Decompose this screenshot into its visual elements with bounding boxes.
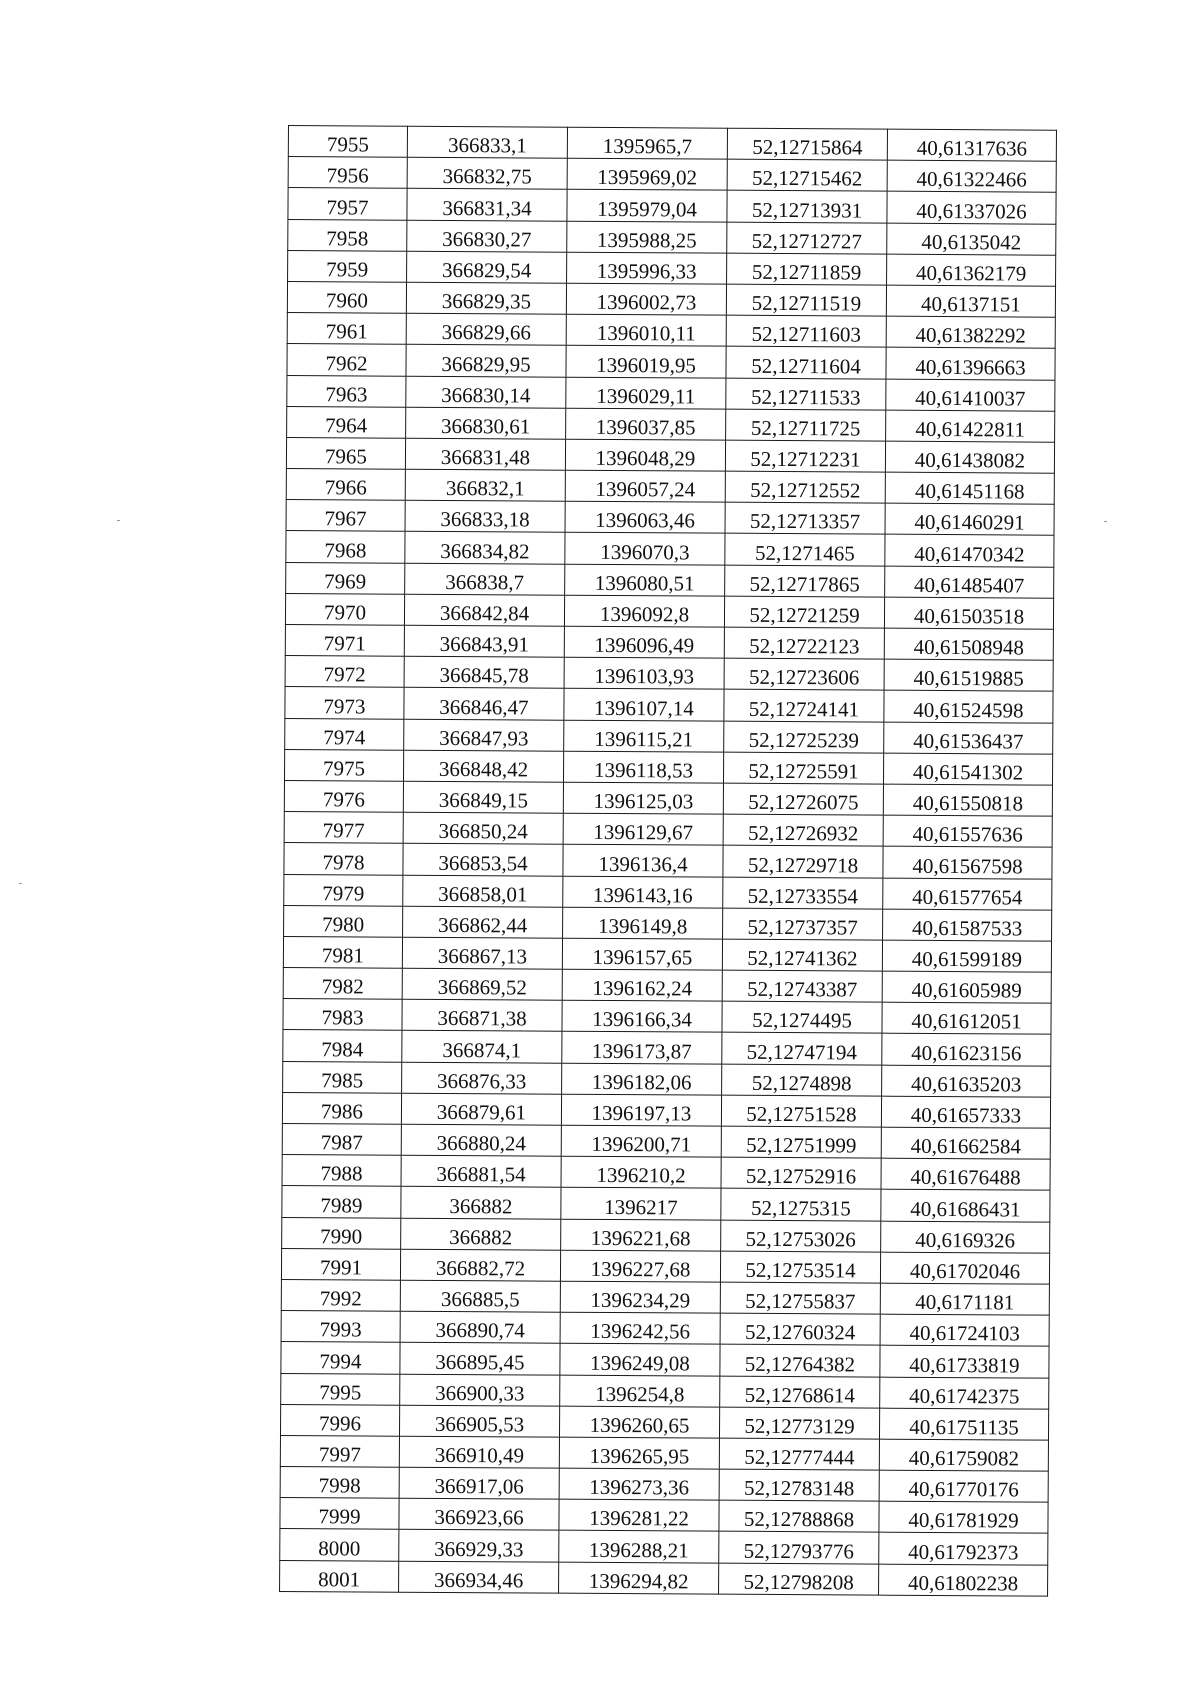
longitude-cell: 40,61676488 (881, 1158, 1050, 1190)
table-row (284, 905, 1052, 941)
y-coordinate-cell: 1396234,29 (560, 1281, 720, 1313)
y-coordinate-cell: 1395969,02 (567, 158, 727, 190)
latitude-cell: 52,12726075 (723, 783, 883, 815)
longitude-cell: 40,61541302 (883, 753, 1052, 785)
longitude-cell: 40,61317636 (887, 129, 1056, 161)
longitude-cell: 40,61657333 (881, 1096, 1050, 1128)
longitude-cell: 40,61733819 (880, 1345, 1049, 1377)
longitude-cell: 40,61802238 (879, 1564, 1048, 1596)
longitude-cell: 40,61451168 (885, 472, 1054, 504)
point-number-cell: 7986 (282, 1092, 401, 1124)
point-number-cell: 7970 (285, 593, 404, 625)
longitude-cell: 40,61742375 (880, 1377, 1049, 1409)
y-coordinate-cell: 1396149,8 (563, 907, 723, 939)
longitude-cell: 40,61322466 (887, 160, 1056, 192)
x-coordinate-cell: 366830,61 (406, 407, 566, 439)
y-coordinate-cell: 1396254,8 (560, 1375, 720, 1407)
table-row (281, 1342, 1049, 1378)
x-coordinate-cell: 366871,38 (402, 999, 562, 1031)
y-coordinate-cell: 1396092,8 (564, 595, 724, 627)
latitude-cell: 52,12713931 (727, 191, 887, 223)
x-coordinate-cell: 366829,35 (406, 282, 566, 314)
point-number-cell: 7984 (283, 1030, 402, 1062)
y-coordinate-cell: 1396217 (561, 1188, 721, 1220)
longitude-cell: 40,6171181 (880, 1283, 1049, 1315)
x-coordinate-cell: 366831,34 (407, 189, 567, 221)
longitude-cell: 40,6135042 (887, 223, 1056, 255)
longitude-cell: 40,61470342 (885, 535, 1054, 567)
point-number-cell: 7989 (282, 1186, 401, 1218)
table-row (282, 1092, 1050, 1128)
point-number-cell: 8001 (280, 1560, 399, 1592)
y-coordinate-cell: 1396070,3 (565, 533, 725, 565)
x-coordinate-cell: 366834,82 (405, 532, 565, 564)
x-coordinate-cell: 366845,78 (404, 656, 564, 688)
x-coordinate-cell: 366838,7 (405, 563, 565, 595)
x-coordinate-cell: 366879,61 (401, 1093, 561, 1125)
table-row (285, 593, 1053, 629)
x-coordinate-cell: 366830,14 (406, 376, 566, 408)
y-coordinate-cell: 1396173,87 (562, 1032, 722, 1064)
y-coordinate-cell: 1396182,06 (562, 1063, 722, 1095)
y-coordinate-cell: 1396136,4 (563, 845, 723, 877)
latitude-cell: 52,1274898 (722, 1064, 882, 1096)
y-coordinate-cell: 1396221,68 (561, 1219, 721, 1251)
point-number-cell: 7982 (283, 968, 402, 1000)
longitude-cell: 40,61599189 (882, 940, 1051, 972)
y-coordinate-cell: 1396103,93 (564, 657, 724, 689)
latitude-cell: 52,12729718 (723, 845, 883, 877)
point-number-cell: 7988 (282, 1155, 401, 1187)
table-row (286, 562, 1054, 598)
point-number-cell: 7973 (285, 687, 404, 719)
latitude-cell: 52,1274495 (722, 1001, 882, 1033)
longitude-cell: 40,61759082 (879, 1439, 1048, 1471)
y-coordinate-cell: 1396096,49 (564, 626, 724, 658)
y-coordinate-cell: 1396010,11 (566, 314, 726, 346)
x-coordinate-cell: 366882,72 (400, 1249, 560, 1281)
latitude-cell: 52,12793776 (719, 1532, 879, 1564)
point-number-cell: 7995 (281, 1373, 400, 1405)
latitude-cell: 52,1271465 (725, 534, 885, 566)
y-coordinate-cell: 1396294,82 (559, 1562, 719, 1594)
point-number-cell: 7985 (283, 1061, 402, 1093)
table-row (282, 1155, 1050, 1191)
latitude-cell: 52,12715864 (727, 128, 887, 160)
table-row (280, 1498, 1048, 1534)
latitude-cell: 52,12753026 (721, 1220, 881, 1252)
latitude-cell: 52,12737357 (723, 908, 883, 940)
point-number-cell: 8000 (280, 1529, 399, 1561)
longitude-cell: 40,61422811 (886, 410, 1055, 442)
y-coordinate-cell: 1395965,7 (567, 127, 727, 159)
latitude-cell: 52,12747194 (722, 1033, 882, 1065)
table-row (280, 1435, 1048, 1471)
latitude-cell: 52,12724141 (724, 690, 884, 722)
point-number-cell: 7976 (284, 780, 403, 812)
y-coordinate-cell: 1395979,04 (567, 190, 727, 222)
point-number-cell: 7977 (284, 812, 403, 844)
latitude-cell: 52,12751999 (721, 1126, 881, 1158)
y-coordinate-cell: 1396162,24 (562, 969, 722, 1001)
x-coordinate-cell: 366885,5 (400, 1280, 560, 1312)
x-coordinate-cell: 366917,06 (399, 1467, 559, 1499)
longitude-cell: 40,61686431 (881, 1190, 1050, 1222)
table-row (283, 1061, 1051, 1097)
latitude-cell: 52,12713357 (725, 502, 885, 534)
longitude-cell: 40,61635203 (882, 1065, 1051, 1097)
table-row (288, 126, 1056, 162)
longitude-cell: 40,61396663 (886, 347, 1055, 379)
x-coordinate-cell: 366846,47 (404, 688, 564, 720)
y-coordinate-cell: 1396281,22 (559, 1499, 719, 1531)
longitude-cell: 40,61524598 (884, 691, 1053, 723)
table-row (283, 999, 1051, 1035)
table-row (286, 531, 1054, 567)
table-row (283, 936, 1051, 972)
latitude-cell: 52,12723606 (724, 658, 884, 690)
latitude-cell: 52,12722123 (724, 627, 884, 659)
table-row (285, 718, 1053, 754)
y-coordinate-cell: 1395988,25 (567, 221, 727, 253)
latitude-cell: 52,12725239 (724, 721, 884, 753)
latitude-cell: 52,12711604 (726, 346, 886, 378)
latitude-cell: 52,12768614 (720, 1376, 880, 1408)
x-coordinate-cell: 366929,33 (399, 1530, 559, 1562)
x-coordinate-cell: 366829,54 (407, 251, 567, 283)
y-coordinate-cell: 1396166,34 (562, 1000, 722, 1032)
table-row (287, 344, 1055, 380)
point-number-cell: 7964 (287, 406, 406, 438)
longitude-cell: 40,61485407 (885, 566, 1054, 598)
x-coordinate-cell: 366842,84 (404, 594, 564, 626)
x-coordinate-cell: 366853,54 (403, 844, 563, 876)
longitude-cell: 40,61587533 (883, 909, 1052, 941)
table-row (284, 874, 1052, 910)
x-coordinate-cell: 366849,15 (403, 781, 563, 813)
x-coordinate-cell: 366890,74 (400, 1311, 560, 1343)
latitude-cell: 52,12743387 (722, 970, 882, 1002)
longitude-cell: 40,61567598 (883, 846, 1052, 878)
longitude-cell: 40,61410037 (886, 379, 1055, 411)
point-number-cell: 7963 (287, 375, 406, 407)
latitude-cell: 52,12755837 (720, 1282, 880, 1314)
point-number-cell: 7966 (286, 469, 405, 501)
longitude-cell: 40,61508948 (884, 628, 1053, 660)
y-coordinate-cell: 1396063,46 (565, 501, 725, 533)
latitude-cell: 52,12753514 (720, 1251, 880, 1283)
y-coordinate-cell: 1396002,73 (566, 283, 726, 315)
y-coordinate-cell: 1396242,56 (560, 1312, 720, 1344)
longitude-cell: 40,61362179 (887, 254, 1056, 286)
point-number-cell: 7974 (285, 718, 404, 750)
latitude-cell: 52,12726932 (723, 814, 883, 846)
latitude-cell: 52,12712727 (727, 222, 887, 254)
longitude-cell: 40,61770176 (879, 1470, 1048, 1502)
point-number-cell: 7997 (280, 1435, 399, 1467)
longitude-cell: 40,61577654 (883, 878, 1052, 910)
y-coordinate-cell: 1396143,16 (563, 876, 723, 908)
table-row (284, 749, 1052, 785)
latitude-cell: 52,12711533 (726, 378, 886, 410)
table-row (287, 375, 1055, 411)
point-number-cell: 7983 (283, 999, 402, 1031)
y-coordinate-cell: 1396125,03 (563, 782, 723, 814)
table-row (288, 188, 1056, 224)
table-row (288, 250, 1056, 286)
y-coordinate-cell: 1396048,29 (565, 439, 725, 471)
table-row (286, 469, 1054, 505)
latitude-cell: 52,12717865 (725, 565, 885, 597)
latitude-cell: 52,12712552 (725, 471, 885, 503)
x-coordinate-cell: 366876,33 (402, 1062, 562, 1094)
x-coordinate-cell: 366850,24 (403, 812, 563, 844)
point-number-cell: 7980 (284, 905, 403, 937)
latitude-cell: 52,12764382 (720, 1344, 880, 1376)
latitude-cell: 52,12711725 (726, 409, 886, 441)
point-number-cell: 7993 (281, 1311, 400, 1343)
latitude-cell: 52,12741362 (722, 939, 882, 971)
latitude-cell: 52,12751528 (721, 1095, 881, 1127)
x-coordinate-cell: 366882 (401, 1218, 561, 1250)
x-coordinate-cell: 366869,52 (402, 968, 562, 1000)
y-coordinate-cell: 1395996,33 (567, 252, 727, 284)
point-number-cell: 7979 (284, 874, 403, 906)
x-coordinate-cell: 366847,93 (404, 719, 564, 751)
point-number-cell: 7957 (288, 188, 407, 220)
latitude-cell: 52,1275315 (721, 1189, 881, 1221)
x-coordinate-cell: 366934,46 (399, 1561, 559, 1593)
x-coordinate-cell: 366880,24 (401, 1124, 561, 1156)
x-coordinate-cell: 366829,95 (406, 345, 566, 377)
point-number-cell: 7978 (284, 843, 403, 875)
longitude-cell: 40,61557636 (883, 815, 1052, 847)
table-row (283, 968, 1051, 1004)
y-coordinate-cell: 1396197,13 (561, 1094, 721, 1126)
x-coordinate-cell: 366833,18 (405, 500, 565, 532)
longitude-cell: 40,61612051 (882, 1002, 1051, 1034)
x-coordinate-cell: 366858,01 (403, 875, 563, 907)
y-coordinate-cell: 1396288,21 (559, 1531, 719, 1563)
y-coordinate-cell: 1396249,08 (560, 1343, 720, 1375)
point-number-cell: 7972 (285, 656, 404, 688)
point-number-cell: 7969 (286, 562, 405, 594)
y-coordinate-cell: 1396080,51 (565, 564, 725, 596)
point-number-cell: 7958 (288, 219, 407, 251)
longitude-cell: 40,61792373 (879, 1533, 1048, 1565)
table-row (287, 281, 1055, 317)
latitude-cell: 52,12798208 (719, 1563, 879, 1595)
longitude-cell: 40,61662584 (881, 1127, 1050, 1159)
y-coordinate-cell: 1396273,36 (559, 1468, 719, 1500)
scan-speck (19, 883, 22, 884)
table-row (284, 780, 1052, 816)
point-number-cell: 7962 (287, 344, 406, 376)
x-coordinate-cell: 366832,75 (407, 157, 567, 189)
y-coordinate-cell: 1396019,95 (566, 346, 726, 378)
point-number-cell: 7961 (287, 313, 406, 345)
y-coordinate-cell: 1396210,2 (561, 1156, 721, 1188)
point-number-cell: 7971 (285, 624, 404, 656)
table-row (282, 1123, 1050, 1159)
table-row (288, 157, 1056, 193)
table-row (285, 656, 1053, 692)
point-number-cell: 7968 (286, 531, 405, 563)
x-coordinate-cell: 366910,49 (399, 1436, 559, 1468)
x-coordinate-cell: 366881,54 (401, 1155, 561, 1187)
point-number-cell: 7959 (288, 250, 407, 282)
x-coordinate-cell: 366923,66 (399, 1498, 559, 1530)
longitude-cell: 40,61724103 (880, 1314, 1049, 1346)
x-coordinate-cell: 366843,91 (404, 625, 564, 657)
longitude-cell: 40,61605989 (882, 971, 1051, 1003)
x-coordinate-cell: 366882 (401, 1187, 561, 1219)
latitude-cell: 52,12733554 (723, 877, 883, 909)
table-row (286, 437, 1054, 473)
point-number-cell: 7967 (286, 500, 405, 532)
table-row (286, 500, 1054, 536)
table-row (281, 1279, 1049, 1315)
table-row (288, 219, 1056, 255)
x-coordinate-cell: 366905,53 (399, 1405, 559, 1437)
point-number-cell: 7994 (281, 1342, 400, 1374)
y-coordinate-cell: 1396260,65 (559, 1406, 719, 1438)
x-coordinate-cell: 366874,1 (402, 1031, 562, 1063)
point-number-cell: 7996 (280, 1404, 399, 1436)
x-coordinate-cell: 366862,44 (403, 906, 563, 938)
latitude-cell: 52,12711859 (727, 253, 887, 285)
point-number-cell: 7999 (280, 1498, 399, 1530)
point-number-cell: 7992 (281, 1279, 400, 1311)
table-row (285, 687, 1053, 723)
y-coordinate-cell: 1396115,21 (564, 720, 724, 752)
coordinates-table-body (280, 126, 1057, 1596)
y-coordinate-cell: 1396157,65 (562, 938, 722, 970)
y-coordinate-cell: 1396037,85 (566, 408, 726, 440)
latitude-cell: 52,12721259 (724, 596, 884, 628)
coordinates-table (279, 125, 1057, 1596)
x-coordinate-cell: 366848,42 (403, 750, 563, 782)
longitude-cell: 40,61438082 (885, 441, 1054, 473)
table-row (281, 1373, 1049, 1409)
x-coordinate-cell: 366831,48 (405, 438, 565, 470)
latitude-cell: 52,12788868 (719, 1500, 879, 1532)
longitude-cell: 40,61751135 (879, 1408, 1048, 1440)
table-row (280, 1404, 1048, 1440)
point-number-cell: 7990 (282, 1217, 401, 1249)
longitude-cell: 40,6137151 (886, 285, 1055, 317)
latitude-cell: 52,12777444 (719, 1438, 879, 1470)
table-row (283, 1030, 1051, 1066)
y-coordinate-cell: 1396057,24 (565, 470, 725, 502)
latitude-cell: 52,12773129 (719, 1407, 879, 1439)
point-number-cell: 7960 (287, 281, 406, 313)
longitude-cell: 40,61503518 (884, 597, 1053, 629)
table-row (281, 1311, 1049, 1347)
y-coordinate-cell: 1396129,67 (563, 813, 723, 845)
latitude-cell: 52,12715462 (727, 159, 887, 191)
x-coordinate-cell: 366829,66 (406, 313, 566, 345)
longitude-cell: 40,61460291 (885, 503, 1054, 535)
table-row (285, 624, 1053, 660)
table-row (284, 812, 1052, 848)
point-number-cell: 7956 (288, 157, 407, 189)
table-row (287, 406, 1055, 442)
longitude-cell: 40,61623156 (882, 1034, 1051, 1066)
y-coordinate-cell: 1396118,53 (563, 751, 723, 783)
y-coordinate-cell: 1396029,11 (566, 377, 726, 409)
latitude-cell: 52,12712231 (725, 440, 885, 472)
table-row (282, 1186, 1050, 1222)
longitude-cell: 40,61337026 (887, 192, 1056, 224)
y-coordinate-cell: 1396227,68 (560, 1250, 720, 1282)
table-row (280, 1529, 1048, 1565)
x-coordinate-cell: 366867,13 (402, 937, 562, 969)
scan-speck (117, 520, 120, 521)
scan-speck (1104, 521, 1107, 522)
longitude-cell: 40,61519885 (884, 659, 1053, 691)
longitude-cell: 40,61550818 (883, 784, 1052, 816)
x-coordinate-cell: 366832,1 (405, 469, 565, 501)
table-row (280, 1467, 1048, 1503)
x-coordinate-cell: 366830,27 (407, 220, 567, 252)
y-coordinate-cell: 1396265,95 (559, 1437, 719, 1469)
longitude-cell: 40,61382292 (886, 316, 1055, 348)
x-coordinate-cell: 366900,33 (400, 1374, 560, 1406)
longitude-cell: 40,6169326 (881, 1221, 1050, 1253)
point-number-cell: 7975 (284, 749, 403, 781)
latitude-cell: 52,12725591 (723, 752, 883, 784)
longitude-cell: 40,61702046 (880, 1252, 1049, 1284)
point-number-cell: 7991 (281, 1248, 400, 1280)
latitude-cell: 52,12752916 (721, 1157, 881, 1189)
latitude-cell: 52,12711603 (726, 315, 886, 347)
latitude-cell: 52,12760324 (720, 1313, 880, 1345)
x-coordinate-cell: 366895,45 (400, 1343, 560, 1375)
table-row (280, 1560, 1048, 1596)
x-coordinate-cell: 366833,1 (407, 126, 567, 158)
table-row (282, 1217, 1050, 1253)
longitude-cell: 40,61536437 (884, 722, 1053, 754)
y-coordinate-cell: 1396107,14 (564, 689, 724, 721)
point-number-cell: 7955 (288, 126, 407, 158)
point-number-cell: 7965 (286, 437, 405, 469)
point-number-cell: 7987 (282, 1123, 401, 1155)
latitude-cell: 52,12783148 (719, 1469, 879, 1501)
latitude-cell: 52,12711519 (726, 284, 886, 316)
table-row (281, 1248, 1049, 1284)
longitude-cell: 40,61781929 (879, 1501, 1048, 1533)
table-row (287, 313, 1055, 349)
point-number-cell: 7998 (280, 1467, 399, 1499)
table-row (284, 843, 1052, 879)
y-coordinate-cell: 1396200,71 (561, 1125, 721, 1157)
point-number-cell: 7981 (283, 936, 402, 968)
